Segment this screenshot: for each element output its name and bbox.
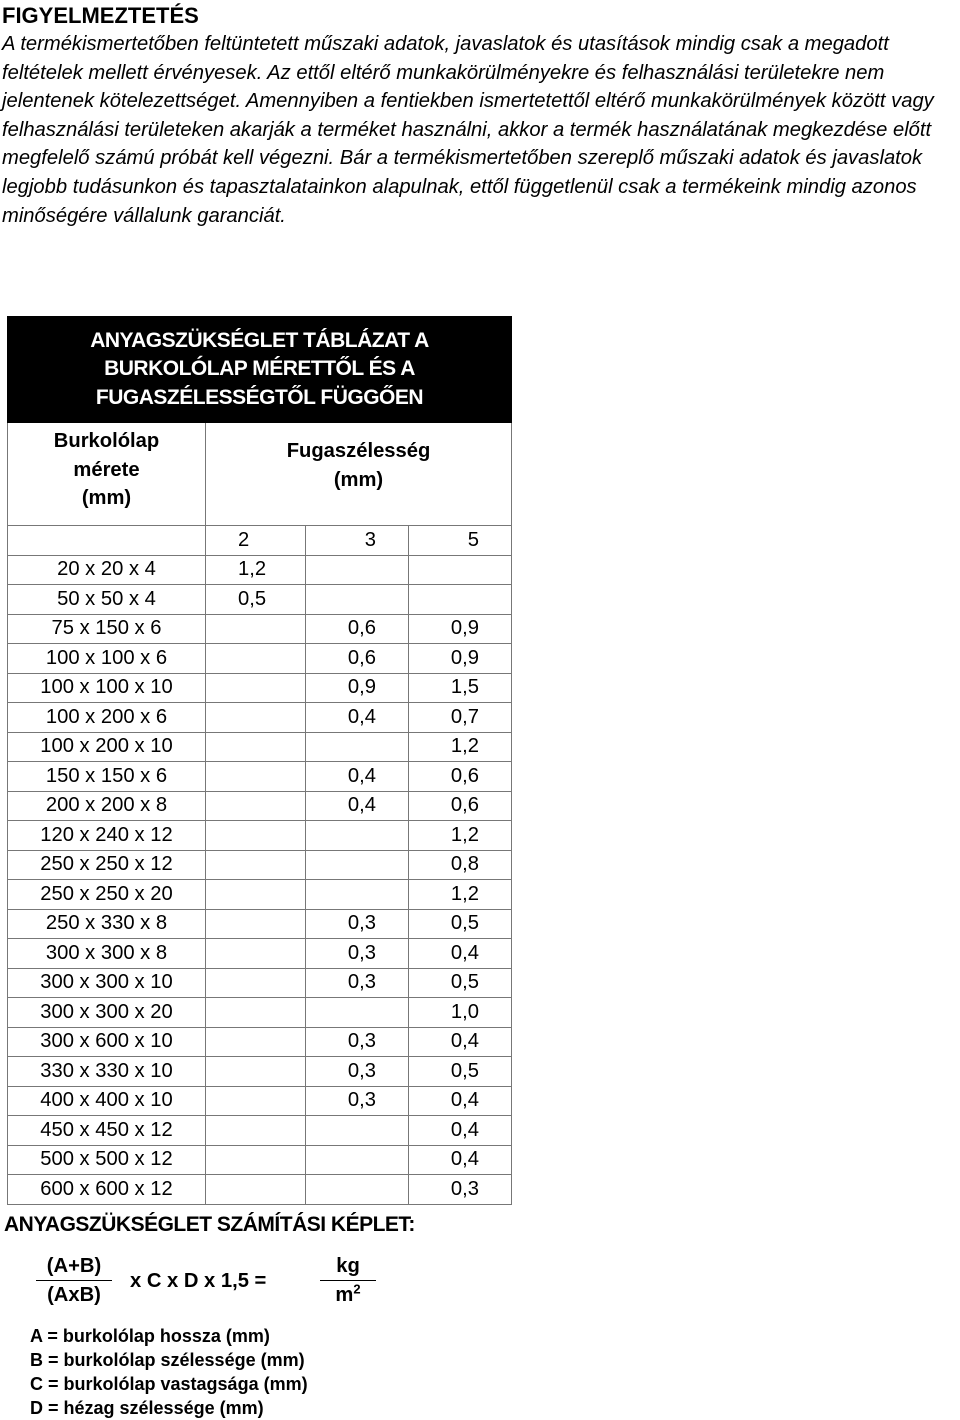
formula-middle: x C x D x 1,5 = (130, 1270, 267, 1292)
value-cell-5mm: 1,2 (409, 732, 512, 762)
value-cell-5mm: 0,4 (409, 1086, 512, 1116)
value-cell-3mm: 0,4 (306, 703, 409, 733)
formula-unit-base: m (335, 1284, 354, 1306)
tile-size-cell: 100 x 100 x 6 (8, 644, 206, 674)
legend-item-b: B = burkolólap szélessége (mm) (30, 1350, 305, 1370)
table-row (8, 821, 512, 851)
table-row (8, 585, 512, 615)
formula-unit-numerator: kg (320, 1254, 376, 1281)
value-cell-5mm: 1,0 (409, 998, 512, 1028)
value-cell-3mm (306, 821, 409, 851)
joint-width-header-line: Fugaszélesség (286, 440, 431, 462)
tile-size-cell: 100 x 200 x 10 (8, 732, 206, 762)
table-row (8, 880, 512, 910)
value-cell-5mm: 0,5 (409, 968, 512, 998)
joint-width-values-row (8, 526, 512, 556)
legend-item-d: D = hézag szélessége (mm) (30, 1398, 264, 1418)
value-cell-5mm: 0,8 (409, 850, 512, 880)
table-row (8, 762, 512, 792)
value-cell-2mm (206, 1086, 306, 1116)
value-cell-5mm: 0,3 (409, 1175, 512, 1205)
formula-left-fraction (36, 1254, 112, 1308)
value-cell-3mm (306, 555, 409, 585)
tile-size-cell: 250 x 250 x 20 (8, 880, 206, 910)
value-cell-2mm (206, 1175, 306, 1205)
value-cell-3mm (306, 850, 409, 880)
value-cell-5mm: 1,5 (409, 673, 512, 703)
table-row (8, 1027, 512, 1057)
value-cell-3mm: 0,3 (306, 939, 409, 969)
tile-size-cell: 330 x 330 x 10 (8, 1057, 206, 1087)
value-cell-2mm (206, 850, 306, 880)
table-title-line: BURKOLÓLAP MÉRETTŐL ÉS A (104, 357, 415, 381)
formula-numerator: (A+B) (36, 1254, 112, 1281)
table-row (8, 1057, 512, 1087)
table-row (8, 998, 512, 1028)
value-cell-2mm (206, 821, 306, 851)
value-cell-5mm: 0,7 (409, 703, 512, 733)
joint-width-3: 3 (306, 526, 409, 556)
value-cell-5mm: 0,6 (409, 791, 512, 821)
warning-text: A termékismertetőben feltüntetett műszaki adatok, javaslatok és utasítások mindig csak a megadott feltételek mellett érvényesek. Az ettől eltérő munkakörülményekre és felhasználási területekre nem jelentenek kötelezettséget. Amennyiben a fentiekben ismertetettől eltérő munkakörülmények között vagy felhasználási területeken akarják a terméket használni, akkor a termék használatának megkezdése előtt megfelelő számú próbát kell végezni. Bár a termékismertetőben szereplő műszaki adatok és javaslatok legjobb tudásunkon és tapasztalatainkon alapulnak, ettől függetlenül csak a termékeink mindig azonos minőségére vállalunk garanciát. (2, 33, 934, 227)
empty-cell (8, 526, 206, 556)
table-row (8, 644, 512, 674)
value-cell-2mm (206, 1027, 306, 1057)
tile-size-header-line: mérete (73, 458, 140, 481)
value-cell-2mm (206, 791, 306, 821)
table-header-row (8, 423, 512, 526)
tile-size-header (8, 423, 206, 526)
tile-size-cell: 20 x 20 x 4 (8, 555, 206, 585)
value-cell-2mm (206, 614, 306, 644)
value-cell-3mm (306, 1175, 409, 1205)
joint-width-2: 2 (206, 526, 306, 556)
value-cell-3mm: 0,3 (306, 909, 409, 939)
table-row (8, 909, 512, 939)
value-cell-5mm: 1,2 (409, 880, 512, 910)
value-cell-3mm: 0,3 (306, 1057, 409, 1087)
formula-title: ANYAGSZÜKSÉGLET SZÁMÍTÁSI KÉPLET: (4, 1213, 415, 1236)
value-cell-5mm: 0,5 (409, 909, 512, 939)
formula-denominator: (AxB) (47, 1284, 101, 1306)
value-cell-2mm (206, 644, 306, 674)
table-row (8, 1086, 512, 1116)
value-cell-5mm: 0,9 (409, 644, 512, 674)
tile-size-cell: 120 x 240 x 12 (8, 821, 206, 851)
joint-width-header (206, 423, 512, 526)
value-cell-5mm: 0,4 (409, 1027, 512, 1057)
table-title (8, 317, 512, 423)
value-cell-3mm (306, 732, 409, 762)
value-cell-2mm (206, 762, 306, 792)
value-cell-3mm (306, 585, 409, 615)
tile-size-cell: 250 x 330 x 8 (8, 909, 206, 939)
value-cell-2mm (206, 673, 306, 703)
tile-size-cell: 300 x 300 x 8 (8, 939, 206, 969)
value-cell-2mm (206, 1116, 306, 1146)
table-row (8, 732, 512, 762)
tile-size-cell: 50 x 50 x 4 (8, 585, 206, 615)
value-cell-3mm: 0,3 (306, 1086, 409, 1116)
value-cell-3mm (306, 1145, 409, 1175)
tile-size-cell: 100 x 200 x 6 (8, 703, 206, 733)
value-cell-5mm (409, 585, 512, 615)
tile-size-header-line: Burkolólap (53, 430, 160, 452)
value-cell-2mm (206, 909, 306, 939)
value-cell-2mm (206, 939, 306, 969)
tile-size-cell: 100 x 100 x 10 (8, 673, 206, 703)
value-cell-5mm (409, 555, 512, 585)
value-cell-2mm: 1,2 (206, 555, 306, 585)
value-cell-2mm (206, 998, 306, 1028)
table-row (8, 1175, 512, 1205)
value-cell-2mm (206, 1145, 306, 1175)
tile-size-cell: 300 x 300 x 20 (8, 998, 206, 1028)
value-cell-2mm (206, 968, 306, 998)
tile-size-cell: 600 x 600 x 12 (8, 1175, 206, 1205)
table-row (8, 968, 512, 998)
legend-item-c: C = burkolólap vastagsága (mm) (30, 1374, 308, 1394)
formula-unit-fraction (320, 1254, 376, 1308)
value-cell-5mm: 0,5 (409, 1057, 512, 1087)
value-cell-3mm: 0,6 (306, 614, 409, 644)
value-cell-5mm: 0,9 (409, 614, 512, 644)
tile-size-header-line: (mm) (81, 487, 132, 509)
table-row (8, 850, 512, 880)
table-title-line: ANYAGSZÜKSÉGLET TÁBLÁZAT A (90, 328, 429, 352)
tile-size-cell: 250 x 250 x 12 (8, 850, 206, 880)
material-requirement-table (7, 316, 511, 1205)
joint-width-5: 5 (409, 526, 512, 556)
value-cell-3mm (306, 1116, 409, 1146)
value-cell-3mm (306, 998, 409, 1028)
table-row (8, 939, 512, 969)
value-cell-2mm (206, 703, 306, 733)
table-row (8, 1116, 512, 1146)
warning-title: FIGYELMEZTETÉS (2, 3, 199, 28)
legend-item-a: A = burkolólap hossza (mm) (30, 1326, 270, 1346)
value-cell-5mm: 1,2 (409, 821, 512, 851)
tile-size-cell: 150 x 150 x 6 (8, 762, 206, 792)
tile-size-cell: 300 x 600 x 10 (8, 1027, 206, 1057)
value-cell-3mm: 0,9 (306, 673, 409, 703)
value-cell-5mm: 0,4 (409, 939, 512, 969)
value-cell-5mm: 0,4 (409, 1145, 512, 1175)
value-cell-3mm: 0,3 (306, 968, 409, 998)
joint-width-header-line: (mm) (333, 468, 384, 491)
formula-unit-denominator (320, 1281, 376, 1308)
value-cell-3mm: 0,3 (306, 1027, 409, 1057)
value-cell-2mm (206, 880, 306, 910)
table-title-line: FUGASZÉLESSÉGTŐL FÜGGŐEN (95, 385, 424, 409)
table-row (8, 555, 512, 585)
tile-size-cell: 500 x 500 x 12 (8, 1145, 206, 1175)
table-title-row (8, 317, 512, 423)
tile-size-cell: 400 x 400 x 10 (8, 1086, 206, 1116)
value-cell-5mm: 0,4 (409, 1116, 512, 1146)
formula-unit-exponent: 2 (353, 1281, 361, 1297)
value-cell-3mm (306, 880, 409, 910)
table-row (8, 673, 512, 703)
warning-section (2, 2, 956, 230)
value-cell-2mm: 0,5 (206, 585, 306, 615)
table-row (8, 791, 512, 821)
value-cell-3mm: 0,4 (306, 791, 409, 821)
value-cell-3mm: 0,6 (306, 644, 409, 674)
value-cell-3mm: 0,4 (306, 762, 409, 792)
table-row (8, 614, 512, 644)
table-row (8, 703, 512, 733)
tile-size-cell: 450 x 450 x 12 (8, 1116, 206, 1146)
value-cell-2mm (206, 1057, 306, 1087)
value-cell-2mm (206, 732, 306, 762)
tile-size-cell: 300 x 300 x 10 (8, 968, 206, 998)
table-row (8, 1145, 512, 1175)
tile-size-cell: 75 x 150 x 6 (8, 614, 206, 644)
formula-legend (30, 1324, 308, 1420)
tile-size-cell: 200 x 200 x 8 (8, 791, 206, 821)
value-cell-5mm: 0,6 (409, 762, 512, 792)
